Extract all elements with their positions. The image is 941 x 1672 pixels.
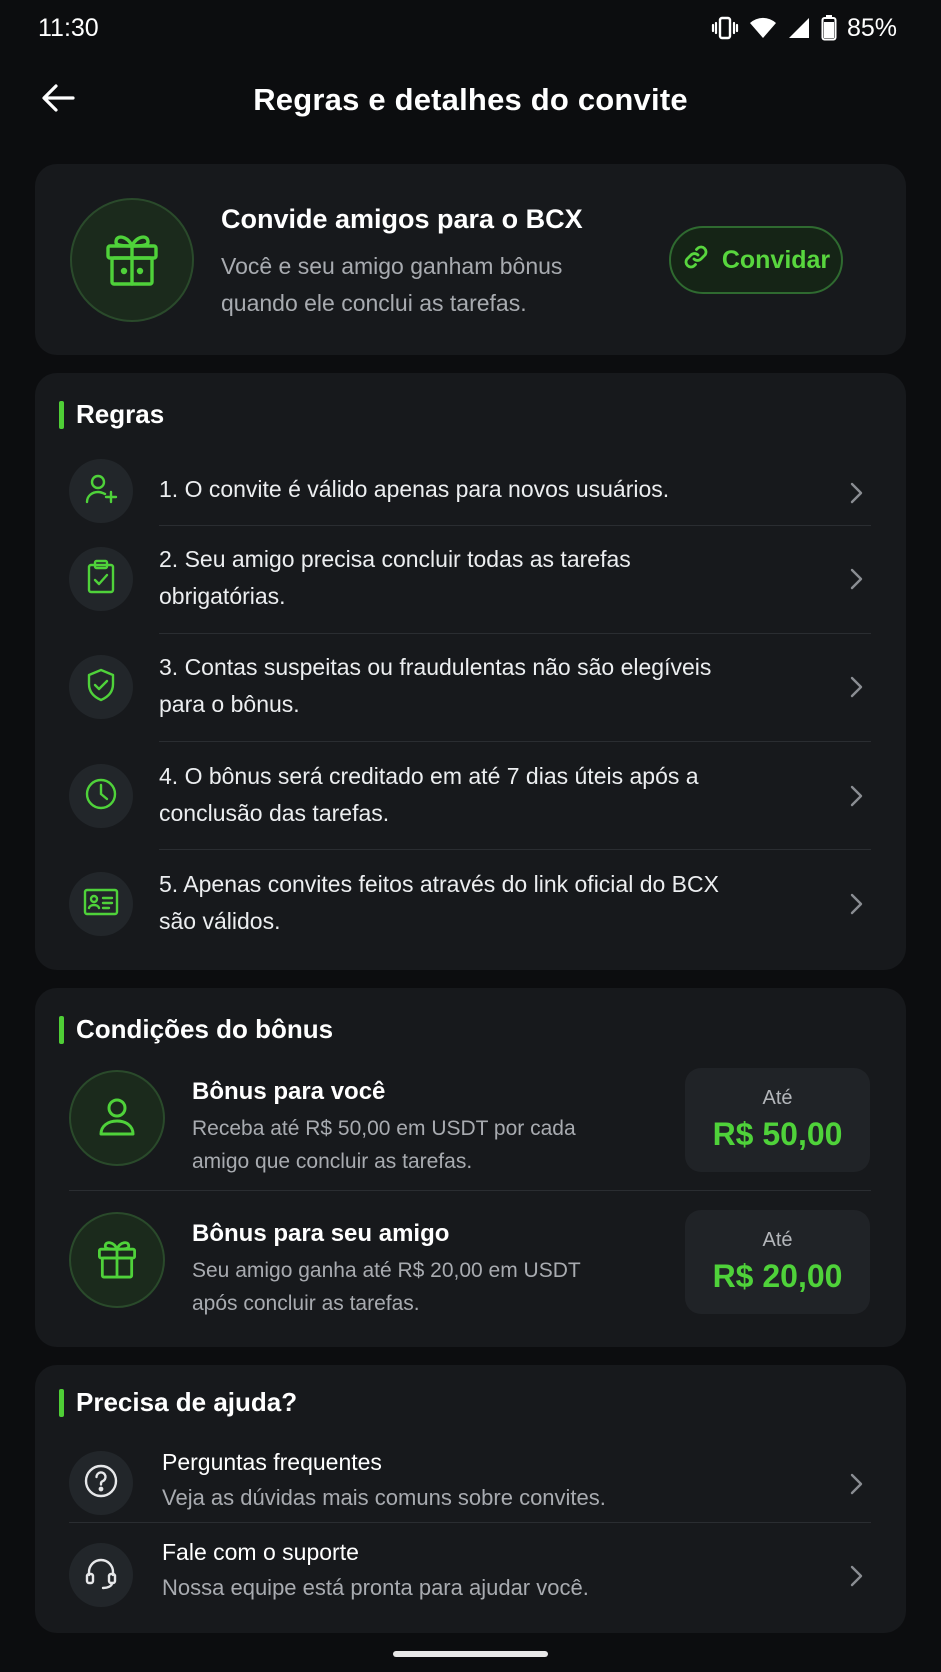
user-icon [95,1094,139,1143]
status-icons [711,14,897,43]
battery-percent: 85% [846,13,897,42]
bonus-item-title: Bônus para você [192,1078,386,1105]
section-accent-bar [59,1016,64,1044]
help-item-faq[interactable] [35,1437,906,1529]
amount-value: R$ 50,00 [712,1116,843,1152]
bonus-amount-box [685,1068,870,1172]
id-card-icon [82,886,120,923]
chevron-right-icon [846,1473,868,1495]
bonus-item-description: Receba até R$ 50,00 em USDT por cada amigo que concluir as tarefas. [192,1117,576,1173]
rule-icon-badge [69,872,133,936]
status-time: 11:30 [38,13,99,42]
headset-icon [83,1555,119,1596]
chevron-right-icon [846,568,868,590]
app-header [0,60,941,140]
rule-item-4[interactable] [35,742,906,850]
rule-item-2[interactable] [35,526,906,633]
wifi-icon [749,16,777,40]
rule-icon-badge [69,655,133,719]
help-item-description: Nossa equipe está pronta para ajudar você. [162,1575,589,1600]
invite-title: Convide amigos para o BCX [221,204,583,234]
bonus-section-header [59,1014,333,1045]
rule-text: 2. Seu amigo precisa concluir todas as tarefas obrigatórias. [159,546,631,609]
page-title: Regras e detalhes do convite [253,82,688,117]
bonus-icon-badge [69,1212,165,1308]
user-plus-icon [83,471,119,512]
gift-icon [102,228,162,293]
bonus-item-description: Seu amigo ganha até R$ 20,00 em USDT após concluir as tarefas. [192,1259,581,1315]
bonus-title: Condições do bônus [76,1014,334,1044]
rules-card [35,373,906,970]
rule-text: 1. O convite é válido apenas para novos usuários. [159,476,670,502]
status-bar [0,0,941,56]
invite-description: Você e seu amigo ganham bônus quando ele conclui as tarefas. [221,253,563,316]
rule-item-5[interactable] [35,850,906,958]
clock-icon [83,776,119,817]
link-icon [682,243,710,278]
bonus-item-title: Bônus para seu amigo [192,1220,450,1247]
gift-icon [95,1236,139,1285]
chevron-right-icon [846,482,868,504]
chevron-right-icon [846,893,868,915]
help-card [35,1365,906,1633]
bonus-divider [69,1190,871,1191]
help-section-header [59,1387,297,1418]
question-circle-icon [83,1463,119,1504]
rules-title: Regras [76,399,165,429]
amount-label: Até [762,1229,793,1251]
invite-button-label: Convidar [721,245,831,274]
help-item-title: Perguntas frequentes [162,1449,382,1475]
rules-section-header [59,399,164,430]
clipboard-check-icon [84,559,118,600]
help-icon-badge [69,1451,133,1515]
back-button[interactable] [36,78,80,122]
bonus-icon-badge [69,1070,165,1166]
help-title: Precisa de ajuda? [76,1387,298,1417]
battery-icon [821,15,837,41]
invite-button[interactable] [669,226,843,294]
section-accent-bar [59,401,64,429]
help-icon-badge [69,1543,133,1607]
chevron-right-icon [846,785,868,807]
help-divider [69,1522,871,1523]
signal-icon [787,16,811,40]
bonus-item-you [35,1068,906,1176]
rule-text: 4. O bônus será creditado em até 7 dias úteis após a conclusão das tarefas. [159,763,699,826]
help-item-description: Veja as dúvidas mais comuns sobre convites. [162,1485,606,1510]
rule-icon-badge [69,764,133,828]
rule-text: 5. Apenas convites feitos através do link oficial do BCX são válidos. [159,871,719,934]
rule-icon-badge [69,459,133,523]
vibrate-icon [711,15,739,41]
section-accent-bar [59,1389,64,1417]
invite-gift-badge [70,198,194,322]
rule-item-3[interactable] [35,634,906,741]
bonus-conditions-card [35,988,906,1347]
amount-value: R$ 20,00 [712,1258,843,1294]
invite-card [35,164,906,355]
help-item-title: Fale com o suporte [162,1539,359,1565]
bonus-item-friend [35,1210,906,1318]
amount-label: Até [762,1087,793,1109]
rule-text: 3. Contas suspeitas ou fraudulentas não são elegíveis para o bônus. [159,654,712,717]
chevron-right-icon [846,676,868,698]
help-item-support[interactable] [35,1529,906,1621]
rule-icon-badge [69,547,133,611]
arrow-left-icon [41,83,75,118]
shield-check-icon [84,667,118,708]
chevron-right-icon [846,1565,868,1587]
home-indicator[interactable] [393,1651,548,1657]
bonus-amount-box [685,1210,870,1314]
